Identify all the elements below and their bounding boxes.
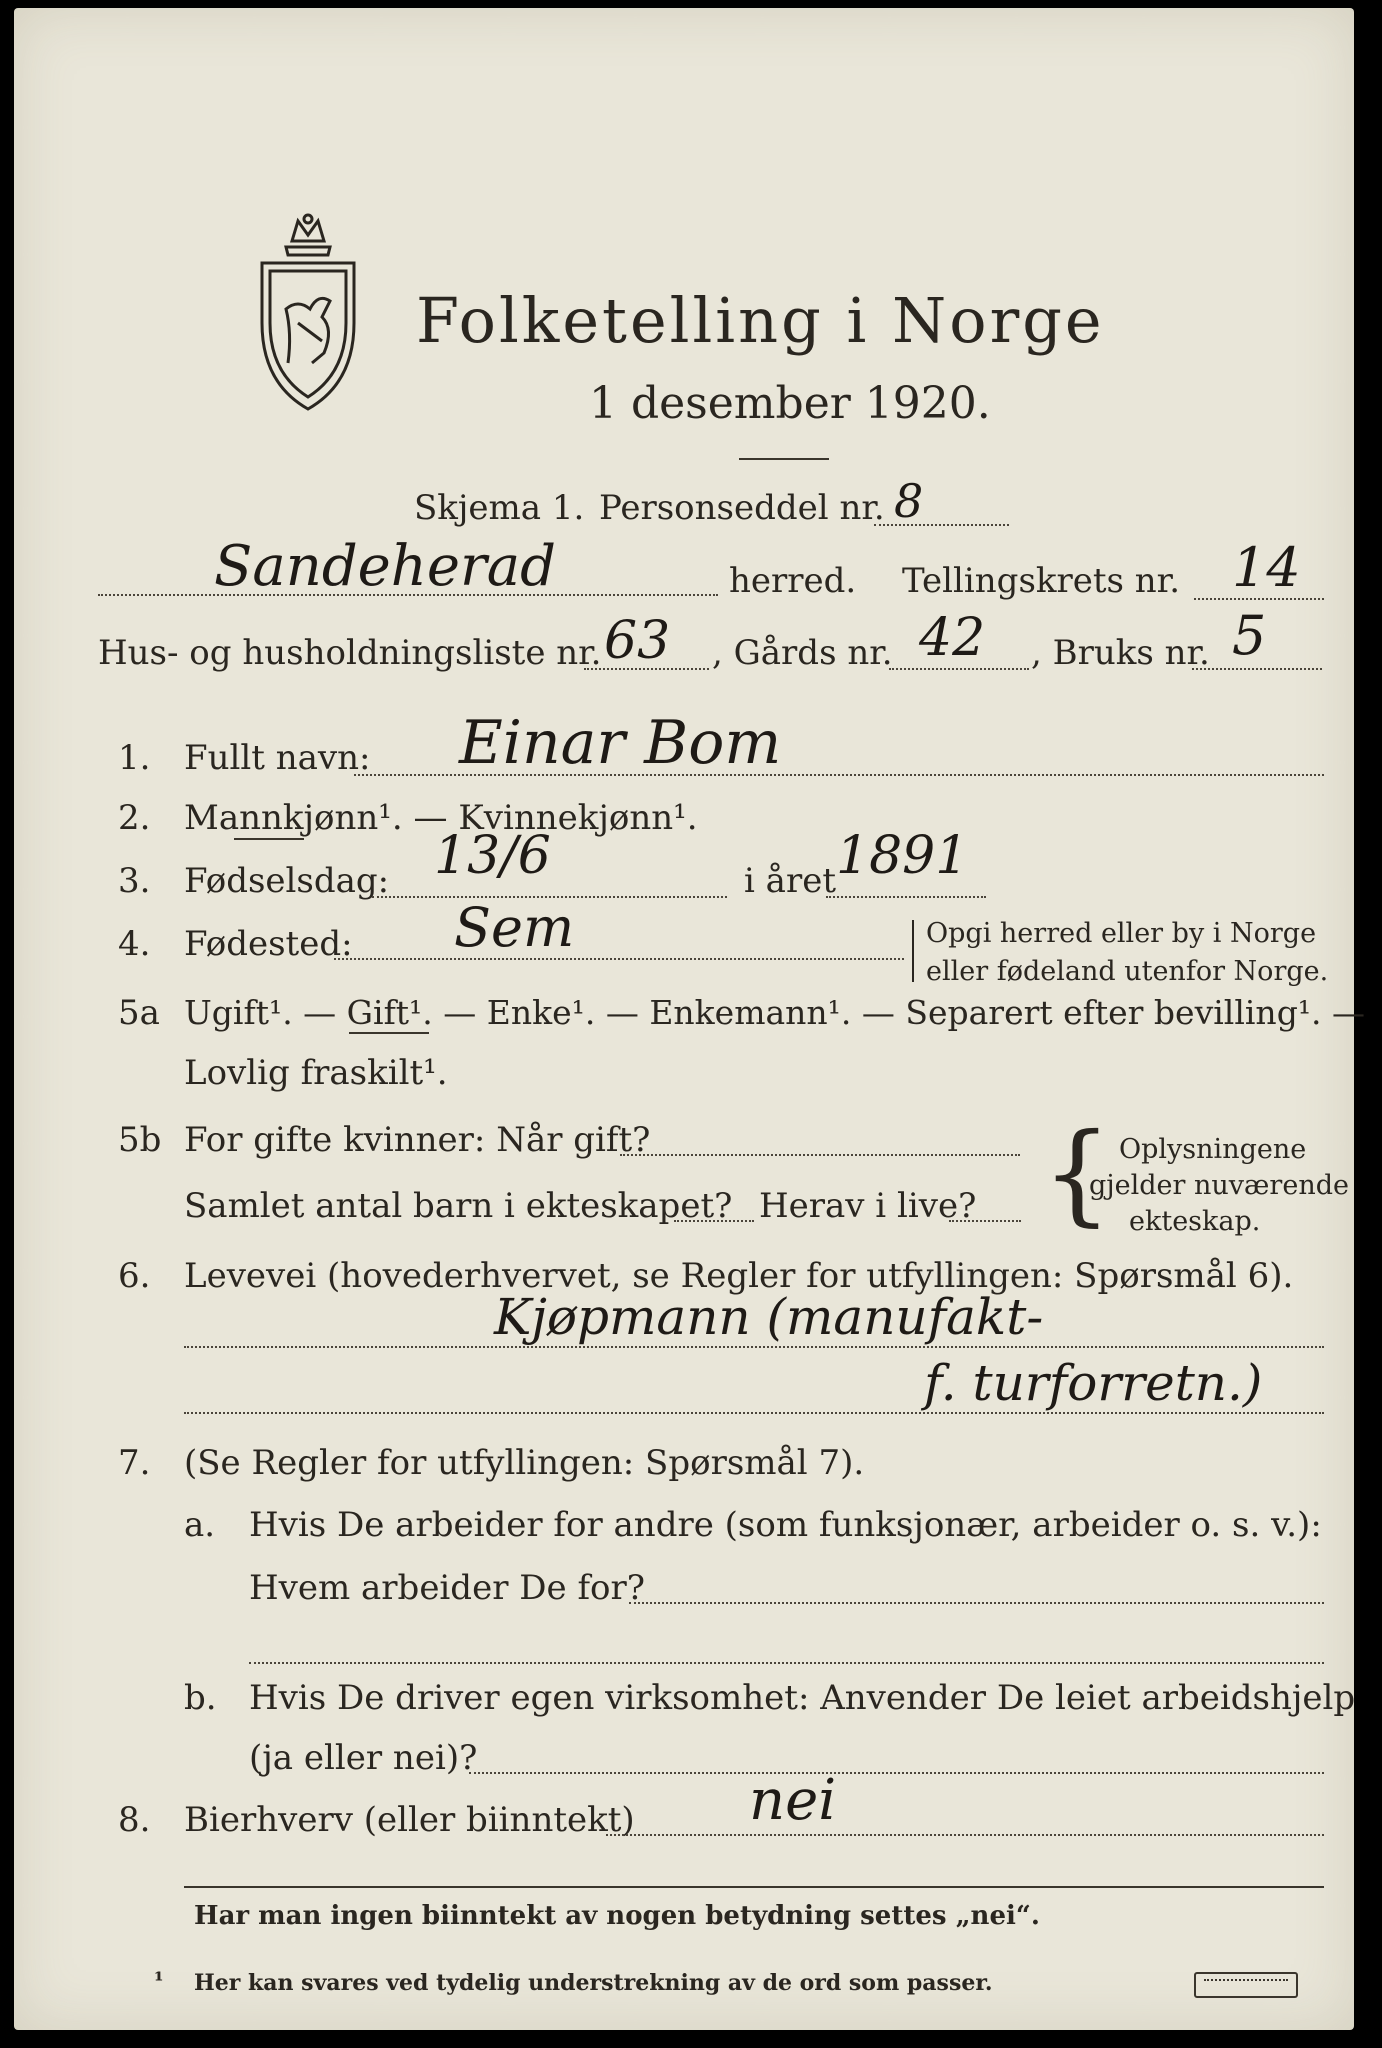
gards-label: , Gårds nr. [712,633,893,673]
q3-label: Fødselsdag: [184,861,390,901]
q3-number: 3. [118,861,151,901]
gards-value[interactable]: 42 [919,608,986,668]
q7-number: 7. [118,1443,151,1483]
birthplace-note-1: Opgi herred eller by i Norge [926,918,1317,949]
q1-label: Fullt navn: [184,738,371,778]
divorced-option[interactable]: Lovlig fraskilt¹. [184,1053,448,1093]
coat-of-arms-icon [252,213,364,413]
employer-field-2[interactable] [249,1662,1324,1664]
q7a-label: Hvis De arbeider for andre (som funksjonær, arbeider o. s. v.): [249,1505,1322,1545]
personseddel-value[interactable]: 8 [894,474,924,528]
footnote: Her kan svares ved tydelig understrekning av de ord som passer. [194,1970,993,1996]
schema-label: Skjema 1. [414,488,585,528]
q5b-label: For gifte kvinner: Når gift? [184,1120,651,1160]
q4-label: Fødested: [184,924,353,964]
q1-number: 1. [118,738,151,778]
q7a-employer-label: Hvem arbeider De for? [249,1568,645,1608]
occupation-value-line2[interactable]: f. turforretn.) [924,1354,1263,1412]
q8-label: Bierhverv (eller biinntekt) [184,1800,635,1840]
q7b-yesno-label: (ja eller nei)? [249,1738,478,1778]
employer-field[interactable] [629,1602,1324,1604]
census-form-page: Folketelling i Norge 1 desember 1920. Skjema 1. Personseddel nr. 8 Sandeherad herred. Tellingskrets nr. 14 Hus- og husholdningsliste nr. 63 , Gårds nr. 42 , Bruks nr. 5 1. Fullt navn: Einar Bom 2. Mannkjønn¹. — Kvinnekjønn¹. 3. Fødselsdag: 13/6 i året 1891 4. Fødested: Sem Opgi herred eller by i Norge eller fødeland utenfor Norge. 5a Ugift¹. — Gift¹. — Enke¹. — Enkemann¹. — Separert efter bevilling¹. — Lovlig fraskilt¹. 5b For gifte kvinner: Når gift? Samlet antal barn i ekteskapet? Herav i live? { Oplysningene gjelder nuværende ekteskap. 6. Levevei (hovederhvervet, se Regler for utfyllingen: Spørsmål 6). Kjøpmann (manufakt- f. turforretn.) 7. (Se Regler for utfyllingen: Spørsmål 7). a. Hvis De arbeider for andre (som funksjonær, arbeider o. s. v.): Hvem arbeider De for? b. Hvis De driver egen virksomhet: Anvender De leiet arbeidshjelp (ja eller nei)? 8. Bierhverv (eller biinntekt) nei Har man ingen biinntekt av nogen betydning settes „nei“. ¹ Her kan svares ved tydelig understrekning av de ord som passer. [14,8,1354,2030]
birthday-value[interactable]: 13/6 [434,826,551,886]
q5b-alive-label: Herav i live? [759,1186,977,1226]
q6-number: 6. [118,1256,151,1296]
footnote-marker: ¹ [154,1968,164,1994]
birth-year-value[interactable]: 1891 [836,826,969,886]
gift-underline [349,1032,429,1034]
bruks-value[interactable]: 5 [1232,604,1267,667]
marriage-note-3: ekteskap. [1129,1206,1261,1237]
side-income-value[interactable]: nei [749,1768,837,1833]
q5a-number: 5a [118,993,160,1033]
gender-underline [234,838,304,840]
income-note: Har man ingen biinntekt av nogen betydning settes „nei“. [194,1901,1040,1931]
herred-value[interactable]: Sandeherad [214,534,557,599]
full-name-value[interactable]: Einar Bom [459,708,782,778]
marriage-note-1: Oplysningene [1119,1134,1307,1165]
q5b-number: 5b [118,1120,162,1160]
printer-stamp-icon [1194,1972,1298,1998]
census-date: 1 desember 1920. [589,378,991,429]
bruks-label: , Bruks nr. [1031,633,1210,673]
husliste-value[interactable]: 63 [604,611,671,671]
year-label: i året [744,861,836,901]
personseddel-label: Personseddel nr. [599,488,885,528]
q6-label: Levevei (hovederhvervet, se Regler for utfyllingen: Spørsmål 6). [184,1256,1294,1296]
title-divider [739,458,829,460]
q2-number: 2. [118,798,151,838]
q7b-label: Hvis De driver egen virksomhet: Anvender De leiet arbeidshjelp [249,1678,1356,1718]
herred-label: herred. [729,561,857,601]
marriage-note-2: gjelder nuværende [1089,1170,1349,1201]
occupation-value-line1[interactable]: Kjøpmann (manufakt- [494,1288,1044,1346]
q7-label: (Se Regler for utfyllingen: Spørsmål 7). [184,1443,865,1483]
tellingskrets-value[interactable]: 14 [1232,536,1301,599]
q8-number: 8. [118,1800,151,1840]
q4-number: 4. [118,924,151,964]
birthplace-value[interactable]: Sem [454,896,575,959]
husliste-label: Hus- og husholdningsliste nr. [98,633,602,673]
form-title: Folketelling i Norge [416,284,1105,357]
q5b-children-label: Samlet antal barn i ekteskapet? [184,1186,733,1226]
q7a-number: a. [184,1505,216,1545]
gender-options[interactable]: Mannkjønn¹. — Kvinnekjønn¹. [184,798,698,838]
birthplace-note-2: eller fødeland utenfor Norge. [926,956,1329,987]
tellingskrets-label: Tellingskrets nr. [902,561,1181,601]
marital-status-options[interactable]: Ugift¹. — Gift¹. — Enke¹. — Enkemann¹. — Separert efter bevilling¹. — [184,993,1366,1032]
hired-help-field[interactable] [469,1772,1324,1774]
q7b-number: b. [184,1678,217,1718]
